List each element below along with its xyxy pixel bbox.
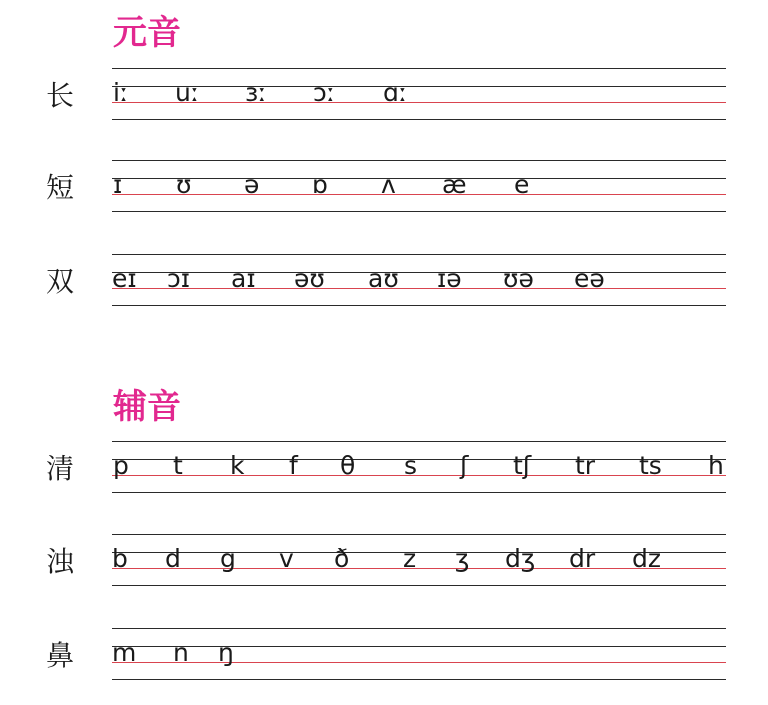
consonant-row-nasal xyxy=(0,628,768,684)
phonetic-symbol: k xyxy=(230,451,245,480)
phonetic-symbol: ʌ xyxy=(381,170,396,199)
phonetic-symbol: tr xyxy=(575,451,596,480)
phonetic-symbol: e xyxy=(514,170,530,199)
staff-lines xyxy=(112,254,726,310)
row-label: 短 xyxy=(46,171,75,204)
phonetic-symbol: v xyxy=(279,544,294,573)
staff-lines xyxy=(112,68,726,124)
phonetic-symbol: ð xyxy=(334,544,350,573)
phonetic-symbol: ʒ xyxy=(455,544,470,573)
phonetic-symbol: z xyxy=(403,544,417,573)
phonetic-symbol: ɑː xyxy=(383,78,408,107)
phonetic-symbol: ʊə xyxy=(503,264,534,293)
phonetic-symbol: aɪ xyxy=(231,264,256,293)
phonetic-symbol: iː xyxy=(113,78,129,107)
consonant-row-voiced xyxy=(0,534,768,590)
phonetic-symbol: ɪ xyxy=(113,170,123,199)
row-label: 长 xyxy=(46,79,75,112)
consonant-row-voiceless xyxy=(0,441,768,497)
vowel-row-long xyxy=(0,68,768,124)
phonetic-symbol: b xyxy=(112,544,128,573)
vowels-heading: 元音 xyxy=(113,13,181,53)
phonetic-symbol: ɔɪ xyxy=(167,264,191,293)
phonetic-symbol: eə xyxy=(574,264,605,293)
phonetic-symbol: f xyxy=(289,451,298,480)
phonetic-symbol: ʃ xyxy=(460,451,469,480)
phonetic-symbol: s xyxy=(404,451,418,480)
phonetic-symbol: ŋ xyxy=(218,638,234,667)
phonetic-symbol: eɪ xyxy=(112,264,137,293)
phonetic-symbol: ɪə xyxy=(437,264,462,293)
vowel-row-diphthong xyxy=(0,254,768,310)
phonetic-symbol: t xyxy=(173,451,183,480)
staff-lines xyxy=(112,160,726,216)
phonetic-symbol: ts xyxy=(639,451,662,480)
row-label: 鼻 xyxy=(46,639,75,672)
phonetic-symbol: d xyxy=(165,544,181,573)
phonetic-symbol: ɔː xyxy=(313,78,336,107)
phonetic-symbol: ɜː xyxy=(245,78,267,107)
phonetic-symbol: tʃ xyxy=(513,451,532,480)
phonetic-symbol: p xyxy=(113,451,129,480)
phonetic-symbol: dʒ xyxy=(505,544,536,573)
phonetic-symbol: θ xyxy=(340,451,356,480)
staff-lines xyxy=(112,441,726,497)
phonetic-symbol: dz xyxy=(632,544,661,573)
phonetic-symbol: g xyxy=(220,544,236,573)
row-label: 浊 xyxy=(46,545,75,578)
phonetic-symbol: əʊ xyxy=(294,264,325,293)
phonetic-symbol: æ xyxy=(442,170,467,199)
staff-lines xyxy=(112,628,726,684)
phonetic-symbol: uː xyxy=(175,78,200,107)
vowel-row-short xyxy=(0,160,768,216)
row-label: 清 xyxy=(46,452,75,485)
phonetic-symbol: ɒ xyxy=(312,170,328,199)
row-label: 双 xyxy=(46,265,75,298)
consonants-heading: 辅音 xyxy=(113,387,181,427)
phonetic-symbol: ʊ xyxy=(176,170,192,199)
phonetic-symbol: n xyxy=(173,638,189,667)
phonetic-symbol: m xyxy=(112,638,137,667)
phonetic-symbol: aʊ xyxy=(368,264,399,293)
phonetic-symbol: dr xyxy=(569,544,596,573)
phonetic-symbol: ə xyxy=(244,170,260,199)
phonetic-symbol: h xyxy=(708,451,724,480)
